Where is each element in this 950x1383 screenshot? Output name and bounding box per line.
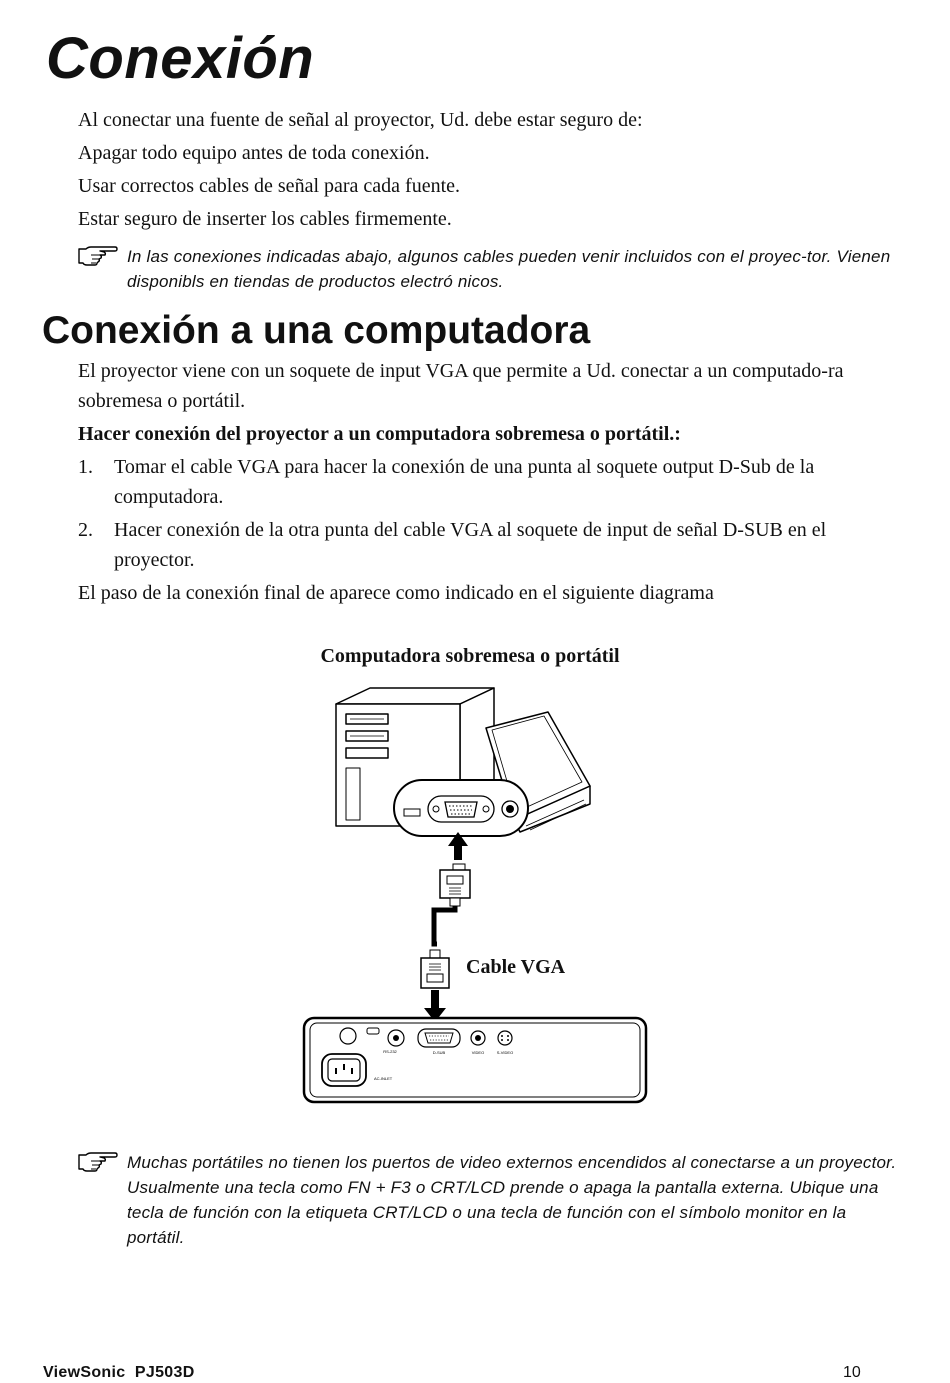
note-cables bbox=[78, 244, 908, 294]
intro-line: Al conectar una fuente de señal al proyector, Ud. debe estar seguro de: bbox=[78, 109, 643, 131]
page-title: Conexión bbox=[46, 26, 315, 91]
projector-rear-panel bbox=[304, 1018, 646, 1102]
computer-port-callout bbox=[394, 780, 528, 836]
step-number: 1. bbox=[78, 456, 93, 478]
note-laptops bbox=[78, 1150, 908, 1250]
port-label-rs232: RS-232 bbox=[383, 1049, 397, 1054]
vga-plug-icon bbox=[421, 950, 449, 988]
page-number: 10 bbox=[843, 1364, 861, 1381]
intro-line: Apagar todo equipo antes de toda conexión. bbox=[78, 142, 430, 164]
footer-brand: ViewSonic PJ503D bbox=[43, 1364, 195, 1381]
section-paragraph: El proyector viene con un soquete de input VGA que permite a Ud. conectar a un computado-ra sobremesa o portátil. bbox=[78, 360, 844, 412]
steps-list bbox=[78, 452, 910, 575]
step-number: 2. bbox=[78, 519, 93, 541]
intro-line: Usar correctos cables de señal para cada fuente. bbox=[78, 175, 461, 197]
note-text: Muchas portátiles no tienen los puertos de video externos encendidos al conectarse a un proyector. Usualmente una tecla como FN + F3 o CRT/LCD prende o apaga la pantalla externa. Ubique una tecla de función con la etiqueta CRT/LCD o una tecla de función con el símbolo monitor en la portátil. bbox=[127, 1153, 897, 1247]
intro-line: Estar seguro de inserter los cables firmemente. bbox=[78, 208, 452, 230]
list-item bbox=[78, 452, 910, 512]
step-text: Tomar el cable VGA para hacer la conexión de una punta al soquete output D-Sub de la computadora. bbox=[114, 456, 815, 508]
intro-text bbox=[78, 104, 918, 236]
port-label-ac-inlet: AC-INLET bbox=[374, 1076, 393, 1081]
vga-cable bbox=[434, 906, 455, 944]
port-label-svideo: S-VIDEO bbox=[496, 1050, 514, 1055]
diagram-caption: Computadora sobremesa o portátil bbox=[320, 645, 620, 667]
pointing-hand-icon bbox=[78, 244, 118, 268]
port-label-video: VIDEO bbox=[471, 1050, 485, 1055]
port-label-dsub: D-SUB bbox=[432, 1050, 446, 1055]
connection-diagram bbox=[290, 676, 660, 1116]
diagram-intro: El paso de la conexión final de aparece como indicado en el siguiente diagrama bbox=[78, 582, 714, 604]
cable-label: Cable VGA bbox=[466, 956, 566, 978]
pointing-hand-icon bbox=[78, 1150, 118, 1174]
section-heading: Conexión a una computadora bbox=[42, 309, 591, 352]
list-item bbox=[78, 515, 910, 575]
step-text: Hacer conexión de la otra punta del cable VGA al soquete de input de señal D-SUB en el proyector. bbox=[114, 519, 827, 571]
note-text: In las conexiones indicadas abajo, algunos cables pueden venir incluidos con el proyec-tor. Vienen disponibls en tiendas de productos electró nicos. bbox=[127, 247, 891, 291]
steps-heading: Hacer conexión del proyector a un computadora sobremesa o portátil.: bbox=[78, 423, 681, 445]
vga-plug-icon bbox=[440, 864, 470, 906]
section-body bbox=[78, 356, 910, 608]
